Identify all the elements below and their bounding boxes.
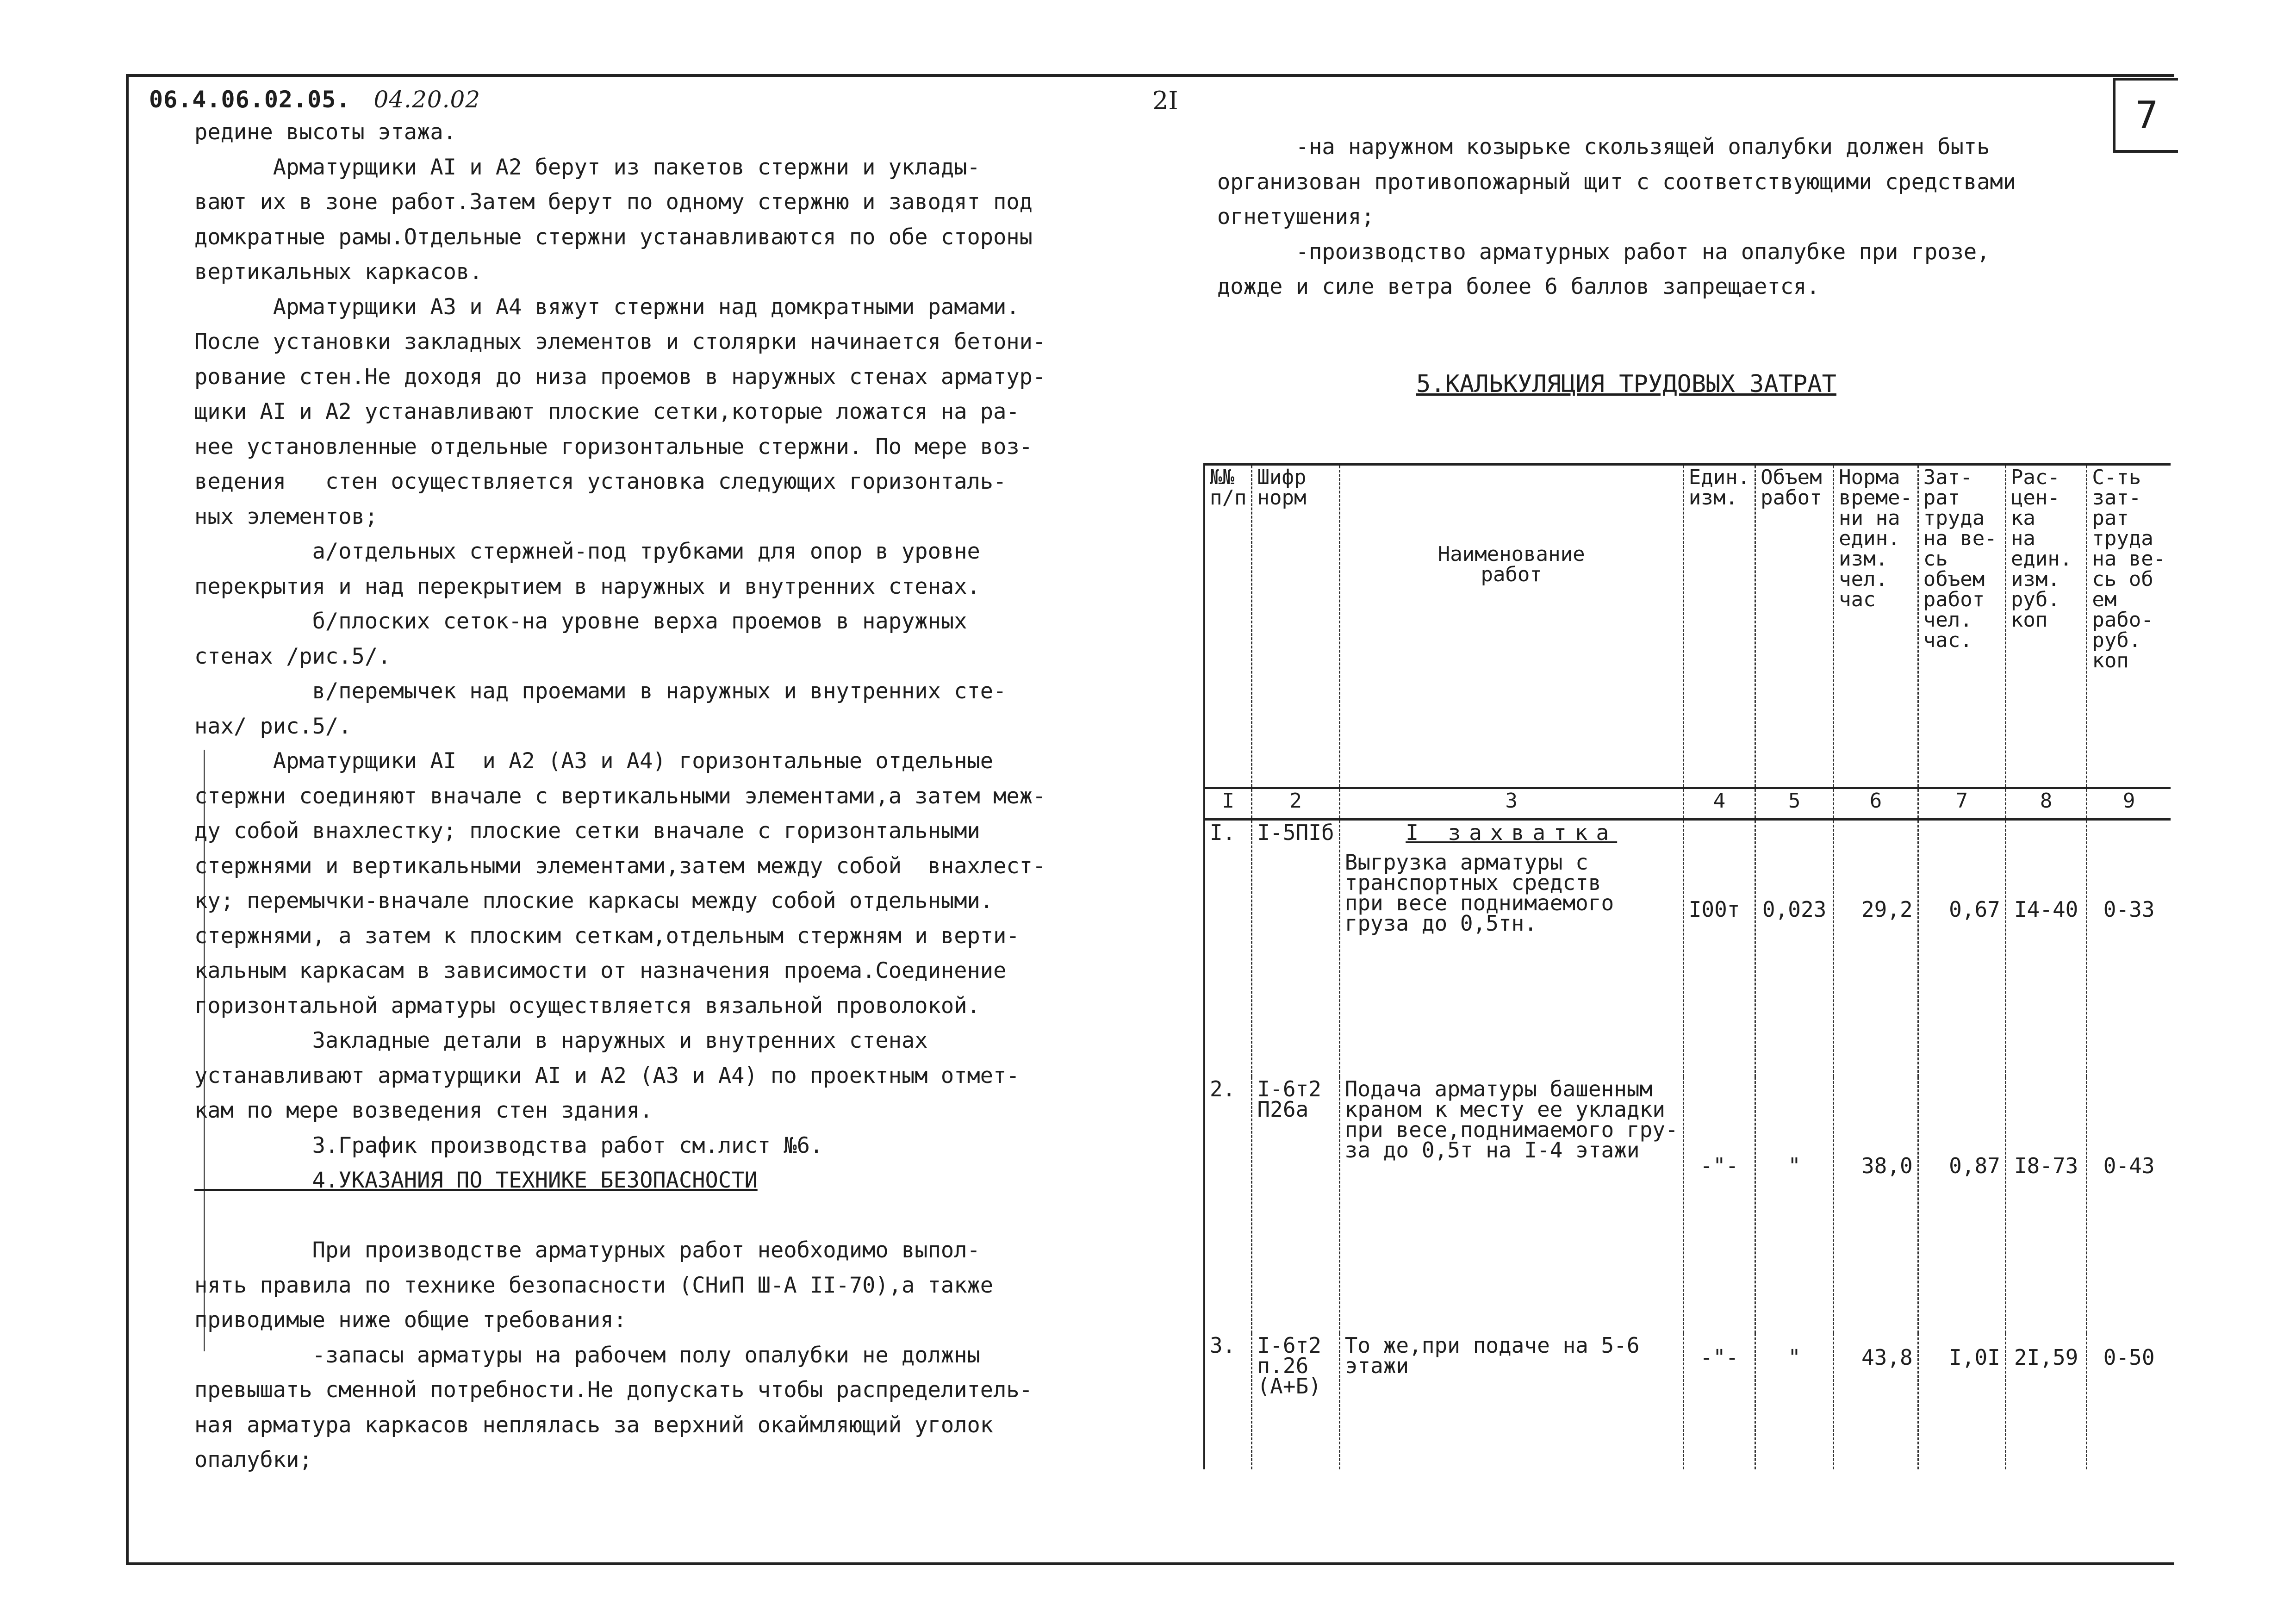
- col-number: 4: [1683, 788, 1755, 820]
- right-column-text: [1217, 130, 2143, 305]
- text-line: опалубки;: [194, 1447, 312, 1473]
- document-code: [149, 86, 480, 113]
- col-number: 3: [1339, 788, 1683, 820]
- norm: 38,0: [1834, 1077, 1918, 1333]
- volume: ": [1755, 1333, 1834, 1469]
- text-line: в/перемычек над проемами в наружных и внутренних сте-: [194, 678, 1007, 704]
- work-name: Подача арматуры башенным краном к месту ее укладки при весе,поднимаемого гру- за до 0,5т на I-4 этажи: [1339, 1077, 1683, 1333]
- col-number: 2: [1252, 788, 1339, 820]
- text-line: б/плоских сеток-на уровне верха проемов в наружных: [194, 609, 967, 634]
- text-line: перекрытия и над перекрытием в наружных и внутренних стенах.: [194, 573, 980, 599]
- unit: I00т: [1683, 820, 1755, 1077]
- cost: 0-50: [2087, 1333, 2171, 1469]
- labor: 0,87: [1918, 1077, 2005, 1333]
- unit: -"-: [1683, 1077, 1755, 1333]
- row-number: I.: [1204, 820, 1252, 1077]
- col-number: 5: [1755, 788, 1834, 820]
- norm: 43,8: [1834, 1333, 1918, 1469]
- text-line: вают их в зоне работ.Затем берут по одному стержню и заводят под: [194, 189, 1033, 215]
- table-row: [1204, 1077, 2171, 1333]
- text-line: стенах /рис.5/.: [194, 643, 391, 669]
- cost: 0-43: [2087, 1077, 2171, 1333]
- text-line: стержнями и вертикальными элементами,затем между собой внахлест-: [194, 853, 1046, 879]
- text-line: 3.График производства работ см.лист №6.: [194, 1132, 823, 1158]
- table-row: [1204, 820, 2171, 1077]
- rate: I4-40: [2005, 820, 2086, 1077]
- text-line: организован противопожарный щит с соответствующими средствами: [1217, 169, 2016, 195]
- text-line: горизонтальной арматуры осуществляется вязальной проволокой.: [194, 993, 980, 1019]
- volume: ": [1755, 1077, 1834, 1333]
- text-line: После установки закладных элементов и столярки начинается бетони-: [194, 329, 1046, 354]
- section-title: 5.КАЛЬКУЛЯЦИЯ ТРУДОВЫХ ЗАТРАТ: [1416, 370, 1836, 398]
- page-number: 2I: [1152, 86, 1178, 115]
- labor: I,0I: [1918, 1333, 2005, 1469]
- column-number-row: [1204, 788, 2171, 820]
- norm-code: I-6т2 П26а: [1252, 1077, 1339, 1333]
- col-number: 8: [2005, 788, 2086, 820]
- work-name: [1339, 820, 1683, 1077]
- text-line: рование стен.Не доходя до низа проемов в наружных стенах арматур-: [194, 364, 1046, 390]
- table-header-row: [1204, 464, 2171, 788]
- text-line: а/отдельных стержней-под трубками для опор в уровне: [194, 539, 980, 564]
- labor-cost-table: [1203, 463, 2171, 1469]
- header-cell: №№ п/п: [1204, 464, 1252, 788]
- header-cell: Зат- рат труда на ве- сь объем работ чел. час.: [1918, 464, 2005, 788]
- header-cell: Шифр норм: [1252, 464, 1339, 788]
- text-line: стержни соединяют вначале с вертикальными элементами,а затем меж-: [194, 783, 1046, 809]
- volume: 0,023: [1755, 820, 1834, 1077]
- unit: -"-: [1683, 1333, 1755, 1469]
- text-line: ку; перемычки-вначале плоские каркасы между собой отдельными.: [194, 888, 994, 914]
- row-number: 3.: [1204, 1333, 1252, 1469]
- text-line: дожде и силе ветра более 6 баллов запрещается.: [1217, 274, 1820, 299]
- header-cell: Наименование работ: [1339, 464, 1683, 788]
- text-line: превышать сменной потребности.Не допускать чтобы распределитель-: [194, 1377, 1033, 1403]
- doc-code-text: 06.4.06.02.05.: [149, 86, 351, 113]
- sheet-number-box: 7: [2113, 78, 2178, 153]
- text-line: кальным каркасам в зависимости от назначения проема.Соединение: [194, 958, 1007, 983]
- col-number: 6: [1834, 788, 1918, 820]
- rate: 2I,59: [2005, 1333, 2086, 1469]
- col-number: I: [1204, 788, 1252, 820]
- text-line: нее установленные отдельные горизонтальные стержни. По мере воз-: [194, 434, 1033, 460]
- text-line: ду собой внахлестку; плоские сетки вначале с горизонтальными: [194, 818, 980, 844]
- text-line: -производство арматурных работ на опалубке при грозе,: [1217, 239, 1990, 265]
- text-line: приводимые ниже общие требования:: [194, 1307, 627, 1333]
- table-row: [1204, 1333, 2171, 1469]
- text-line: устанавливают арматурщики АI и А2 (А3 и А4) по проектным отмет-: [194, 1063, 1020, 1088]
- norm-code: I-5ПIб: [1252, 820, 1339, 1077]
- col-number: 9: [2087, 788, 2171, 820]
- text-line: Закладные детали в наружных и внутренних стенах: [194, 1028, 928, 1053]
- text-line: кам по мере возведения стен здания.: [194, 1098, 653, 1123]
- text-line: 4.УКАЗАНИЯ ПО ТЕХНИКЕ БЕЗОПАСНОСТИ: [194, 1168, 758, 1193]
- header-cell: Объем работ: [1755, 464, 1834, 788]
- text-line: домкратные рамы.Отдельные стержни устанавливаются по обе стороны: [194, 224, 1033, 250]
- text-line: ных элементов;: [194, 504, 378, 529]
- text-line: При производстве арматурных работ необходимо выпол-: [194, 1237, 980, 1263]
- text-line: огнетушения;: [1217, 204, 1375, 230]
- handwritten-date: 04.20.02: [373, 86, 481, 113]
- text-line: [194, 1198, 1148, 1233]
- norm: 29,2: [1834, 820, 1918, 1077]
- text-line: -запасы арматуры на рабочем полу опалубки не должны: [194, 1342, 980, 1368]
- col-number: 7: [1918, 788, 2005, 820]
- text-line: нах/ рис.5/.: [194, 713, 352, 739]
- work-name-text: Выгрузка арматуры с транспортных средств при весе поднимаемого груза до 0,5тн.: [1344, 850, 1614, 936]
- header-cell: Един. изм.: [1683, 464, 1755, 788]
- header-cell: Рас- цен- ка на един. изм. руб. коп: [2005, 464, 2086, 788]
- rate: I8-73: [2005, 1077, 2086, 1333]
- capture-title: I захватка: [1406, 820, 1618, 845]
- left-column-text: [194, 115, 1148, 1478]
- norm-code: I-6т2 п.26 (А+Б): [1252, 1333, 1339, 1469]
- text-line: нять правила по технике безопасности (СНиП Ш-А II-70),а также: [194, 1272, 994, 1298]
- text-line: Арматурщики А3 и А4 вяжут стержни над домкратными рамами.: [194, 294, 1020, 320]
- text-line: редине высоты этажа.: [194, 119, 456, 145]
- header-cell: Норма време- ни на един. изм. чел. час: [1834, 464, 1918, 788]
- work-name: То же,при подаче на 5-6 этажи: [1339, 1333, 1683, 1469]
- cost: 0-33: [2087, 820, 2171, 1077]
- text-line: ведения стен осуществляется установка следующих горизонталь-: [194, 469, 1007, 494]
- text-line: Арматурщики АI и А2 (А3 и А4) горизонтальные отдельные: [194, 748, 994, 774]
- text-line: щики АI и А2 устанавливают плоские сетки,которые ложатся на ра-: [194, 399, 1020, 424]
- header-cell: С-ть зат- рат труда на ве- сь об ем рабо- руб. коп: [2087, 464, 2171, 788]
- labor: 0,67: [1918, 820, 2005, 1077]
- row-number: 2.: [1204, 1077, 1252, 1333]
- text-line: Арматурщики АI и А2 берут из пакетов стержни и уклады-: [194, 154, 980, 180]
- text-line: -на наружном козырьке скользящей опалубки должен быть: [1217, 134, 1990, 160]
- text-line: стержнями, а затем к плоским сеткам,отдельным стержням и верти-: [194, 923, 1020, 949]
- text-line: вертикальных каркасов.: [194, 259, 483, 285]
- text-line: ная арматура каркасов неплялась за верхний окаймляющий уголок: [194, 1412, 994, 1438]
